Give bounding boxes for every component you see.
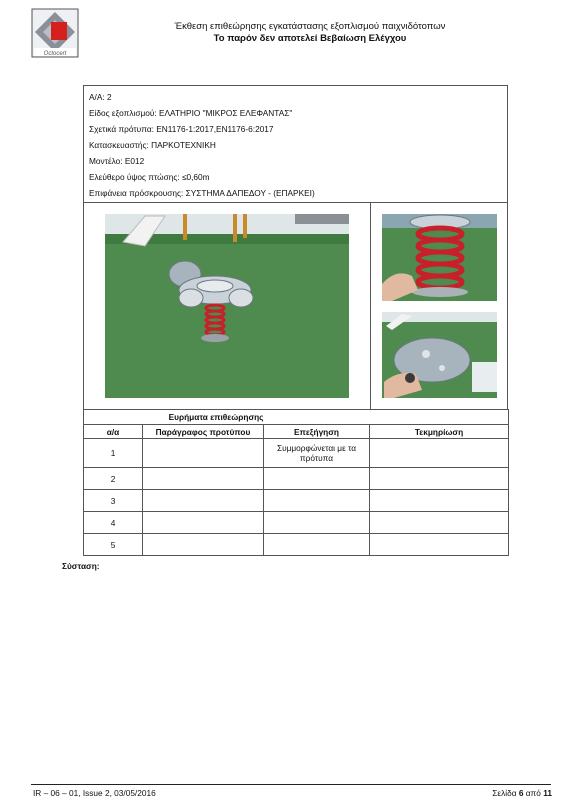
row-explanation: Συμμορφώνεται με τα πρότυπα [264, 439, 370, 468]
svg-text:Octocert: Octocert [43, 51, 67, 57]
column-header-paragraph: Παράγραφος προτύπου [143, 425, 264, 439]
item-number: Α/Α: 2 [89, 92, 112, 102]
detail-photos-cell [370, 202, 508, 410]
related-standards: Σχετικά πρότυπα: EN1176-1:2017,EN1176-6:2017 [89, 124, 274, 134]
findings-caption-row [84, 410, 509, 425]
row-number: 1 [84, 439, 143, 468]
findings-header-row [84, 425, 509, 439]
row-evidence [370, 439, 509, 468]
table-row [84, 490, 509, 512]
column-header-evidence: Τεκμηρίωση [370, 425, 509, 439]
row-paragraph [143, 534, 264, 556]
row-evidence [370, 512, 509, 534]
manufacturer: Κατασκευαστής: ΠΑΡΚΟΤΕΧΝΙΚΗ [89, 140, 216, 150]
table-row [84, 468, 509, 490]
document-reference: IR – 06 – 01, Issue 2, 03/05/2016 [33, 788, 156, 798]
spring-detail-photo [382, 214, 497, 301]
footer-divider [31, 784, 551, 785]
row-number: 2 [84, 468, 143, 490]
page-label: Σελίδα [492, 788, 517, 798]
row-evidence [370, 468, 509, 490]
row-paragraph [143, 490, 264, 512]
column-header-explanation: Επεξήγηση [264, 425, 370, 439]
recommendation-label: Σύσταση: [62, 561, 100, 571]
row-explanation [264, 534, 370, 556]
row-paragraph [143, 512, 264, 534]
row-explanation [264, 512, 370, 534]
equipment-info-box [83, 85, 508, 203]
row-explanation [264, 490, 370, 512]
report-disclaimer: Το παρόν δεν αποτελεί Βεβαίωση Ελέγχου [213, 33, 407, 44]
row-evidence [370, 534, 509, 556]
table-row [84, 512, 509, 534]
table-row [84, 439, 509, 468]
row-paragraph [143, 468, 264, 490]
page-total: 11 [543, 788, 552, 798]
row-paragraph [143, 439, 264, 468]
page-separator: από [525, 788, 541, 798]
row-explanation [264, 468, 370, 490]
findings-caption: Ευρήματα επιθεώρησης [84, 410, 264, 425]
page-current: 6 [518, 788, 524, 798]
findings-table [83, 409, 509, 556]
company-logo [31, 8, 79, 58]
row-number: 5 [84, 534, 143, 556]
row-evidence [370, 490, 509, 512]
report-title: Έκθεση επιθεώρησης εγκατάστασης εξοπλισμού παιχνιδότοπων [174, 21, 446, 32]
row-number: 3 [84, 490, 143, 512]
row-number: 4 [84, 512, 143, 534]
table-row [84, 534, 509, 556]
main-equipment-photo [105, 214, 349, 398]
equipment-type: Είδος εξοπλισμού: ΕΛΑΤΗΡΙΟ "ΜΙΚΡΟΣ ΕΛΕΦΑΝΤΑΣ" [89, 108, 293, 118]
seat-detail-photo [382, 312, 497, 398]
fall-height: Ελεύθερο ύψος πτώσης: ≤0,60m [89, 172, 210, 182]
model: Μοντέλο: Ε012 [89, 156, 145, 166]
page-indicator [492, 788, 552, 798]
main-photo-cell [83, 202, 371, 410]
impact-surface: Επιφάνεια πρόσκρουσης: ΣΥΣΤΗΜΑ ΔΑΠΕΔΟΥ - (ΕΠΑΡΚΕΙ) [89, 188, 315, 198]
column-header-number: α/α [84, 425, 143, 439]
